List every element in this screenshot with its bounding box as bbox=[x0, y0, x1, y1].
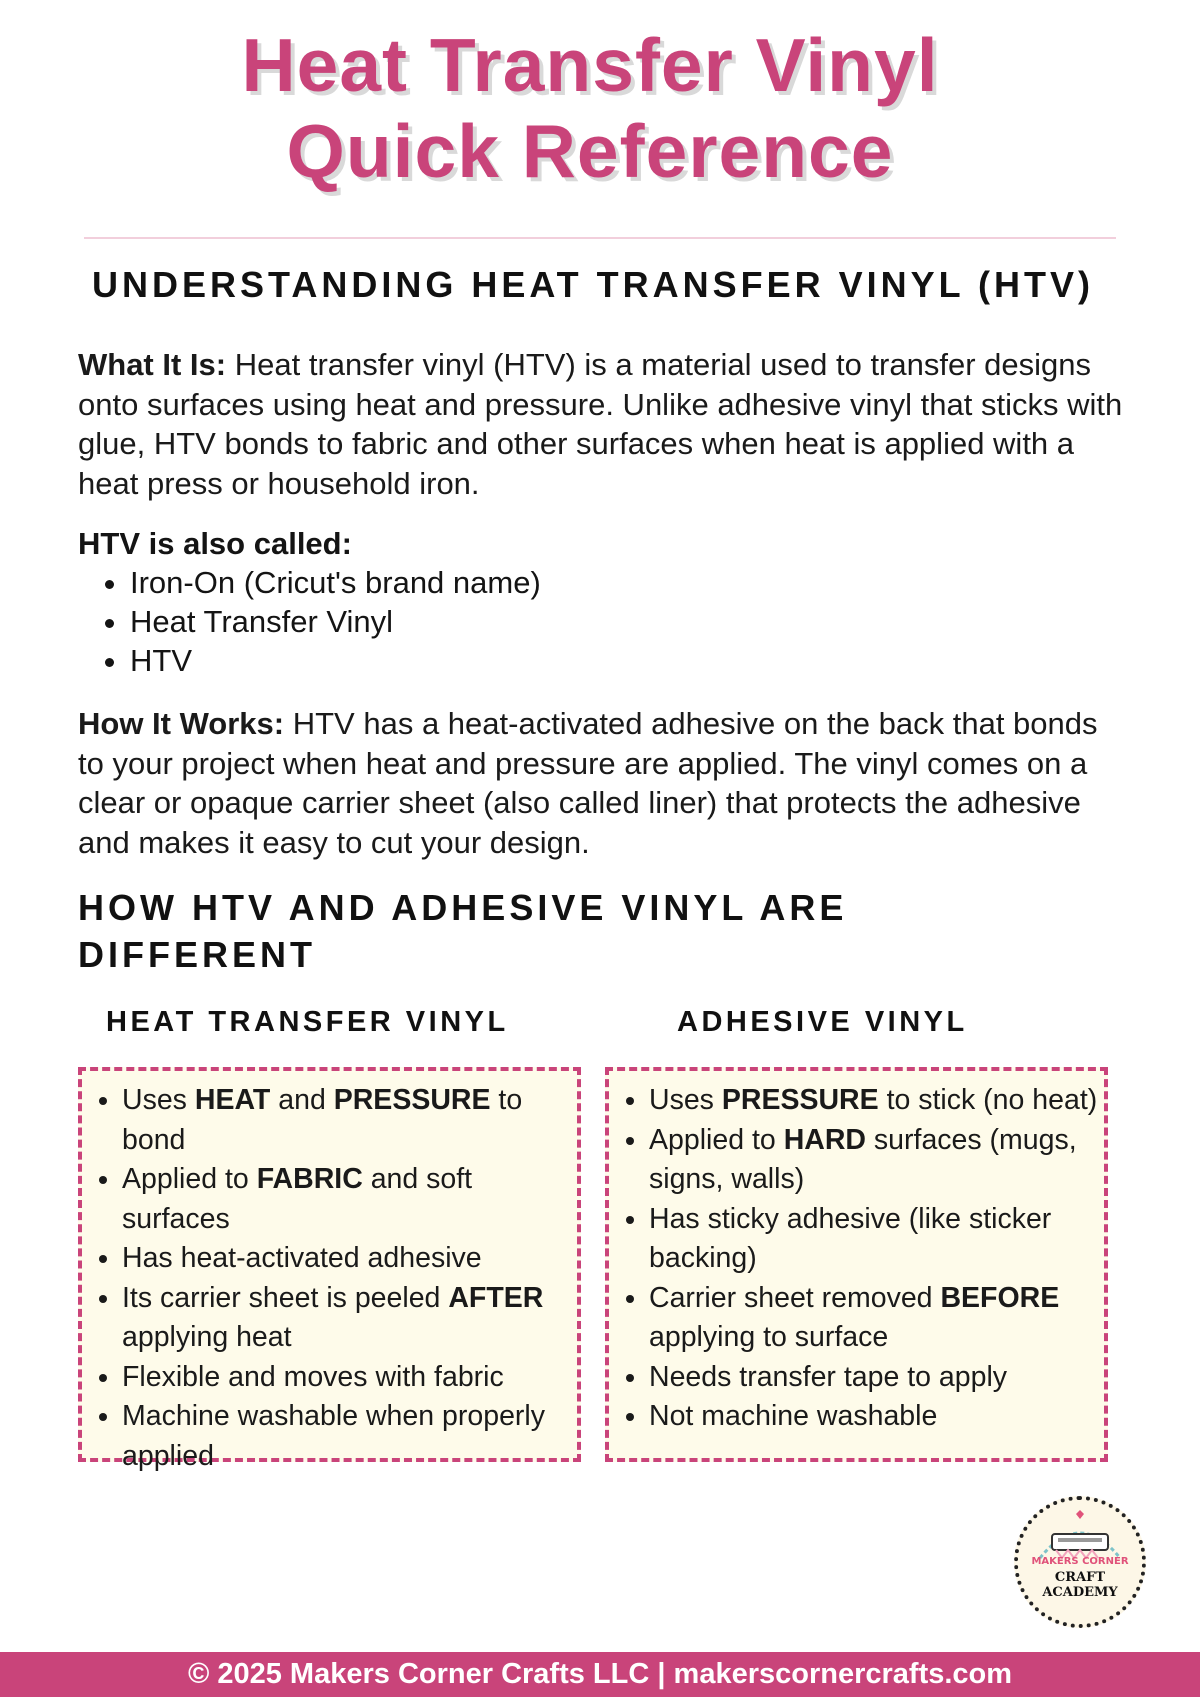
htv-list bbox=[82, 1071, 577, 1476]
item-text: surfaces (mugs, signs, walls) bbox=[649, 1123, 1077, 1195]
list-item bbox=[122, 1081, 571, 1160]
item-text: to stick (no heat) bbox=[878, 1084, 1098, 1116]
what-it-is-paragraph bbox=[78, 345, 1128, 503]
title-line-2: Quick Reference bbox=[286, 109, 894, 193]
item-text: Uses bbox=[122, 1084, 195, 1116]
item-text: Machine washable when properly applied bbox=[122, 1400, 545, 1472]
adhesive-column-heading: ADHESIVE VINYL bbox=[677, 1006, 968, 1038]
item-text: and bbox=[270, 1084, 334, 1116]
title-line-1: Heat Transfer Vinyl bbox=[241, 23, 939, 107]
also-called-label: HTV is also called: bbox=[78, 526, 352, 561]
how-it-works-label: How It Works: bbox=[78, 706, 285, 741]
emphasis-text: PRESSURE bbox=[333, 1084, 491, 1116]
item-text: Its carrier sheet is peeled bbox=[122, 1281, 449, 1314]
item-text: Has heat-activated adhesive bbox=[122, 1242, 482, 1274]
item-text: and soft surfaces bbox=[122, 1163, 473, 1235]
list-item: • HTV bbox=[130, 641, 541, 680]
emphasis-text: BEFORE bbox=[940, 1281, 1060, 1314]
list-item bbox=[649, 1200, 1098, 1279]
item-text: Uses bbox=[649, 1084, 722, 1116]
list-item bbox=[122, 1160, 571, 1239]
how-it-works-paragraph bbox=[78, 704, 1128, 862]
list-item bbox=[649, 1081, 1098, 1121]
item-text: applying heat bbox=[122, 1321, 292, 1353]
item-text: Applied to bbox=[122, 1163, 257, 1195]
what-it-is-text: Heat transfer vinyl (HTV) is a material used to transfer designs onto surfaces using heat and pressure. Unlike adhesive vinyl that sticks with glue, HTV bonds to fabric and other surfaces when heat is applied with a heat press or household iron. bbox=[78, 347, 1123, 501]
logo-brand-text: MAKERS CORNER bbox=[1031, 1556, 1129, 1567]
htv-column-heading: HEAT TRANSFER VINYL bbox=[106, 1006, 509, 1038]
how-it-works-text: HTV has a heat-activated adhesive on the back that bonds to your project when heat and pressure are applied. The vinyl comes on a clear or opaque carrier sheet (also called liner) that protects the adhesive and makes it easy to cut your design. bbox=[78, 706, 1098, 860]
htv-comparison-box bbox=[78, 1067, 581, 1472]
item-text: to bond bbox=[122, 1084, 523, 1156]
list-item bbox=[649, 1279, 1098, 1358]
emphasis-text: FABRIC bbox=[256, 1163, 363, 1195]
item-text: applying to surface bbox=[649, 1321, 889, 1353]
logo-craft-text: CRAFT bbox=[1054, 1570, 1106, 1585]
item-text: Applied to bbox=[649, 1123, 784, 1156]
emphasis-text: AFTER bbox=[448, 1281, 544, 1314]
adhesive-comparison-box bbox=[605, 1067, 1108, 1462]
what-it-is-label: What It Is: bbox=[78, 347, 227, 382]
page-title bbox=[0, 22, 1180, 194]
list-item bbox=[122, 1239, 571, 1279]
makers-corner-logo bbox=[1014, 1496, 1146, 1628]
list-item bbox=[122, 1279, 571, 1358]
adhesive-list bbox=[609, 1071, 1104, 1437]
emphasis-text: HEAT bbox=[194, 1084, 271, 1116]
list-item bbox=[649, 1121, 1098, 1200]
list-item bbox=[122, 1397, 571, 1476]
emphasis-text: HARD bbox=[783, 1123, 867, 1156]
logo-academy-text: ACADEMY bbox=[1042, 1585, 1118, 1600]
item-text: Needs transfer tape to apply bbox=[649, 1360, 1008, 1393]
divider bbox=[84, 237, 1116, 239]
also-called-block bbox=[78, 524, 541, 680]
list-item bbox=[649, 1358, 1098, 1398]
item-text: Carrier sheet removed bbox=[649, 1281, 941, 1314]
item-text: Flexible and moves with fabric bbox=[122, 1360, 504, 1393]
also-called-list bbox=[78, 563, 541, 680]
emphasis-text: PRESSURE bbox=[721, 1084, 879, 1116]
footer-copyright: © 2025 Makers Corner Crafts LLC | makerscornercrafts.com bbox=[0, 1652, 1200, 1697]
section-heading-understanding: UNDERSTANDING HEAT TRANSFER VINYL (HTV) bbox=[92, 264, 1094, 305]
item-text: Not machine washable bbox=[649, 1400, 938, 1432]
list-item: • Heat Transfer Vinyl bbox=[130, 602, 541, 641]
list-item bbox=[649, 1397, 1098, 1437]
section-heading-differences: HOW HTV AND ADHESIVE VINYL ARE DIFFERENT bbox=[78, 887, 848, 975]
list-item bbox=[122, 1358, 571, 1398]
item-text: Has sticky adhesive (like sticker backing) bbox=[649, 1202, 1052, 1274]
list-item: • Iron-On (Cricut's brand name) bbox=[130, 563, 541, 602]
